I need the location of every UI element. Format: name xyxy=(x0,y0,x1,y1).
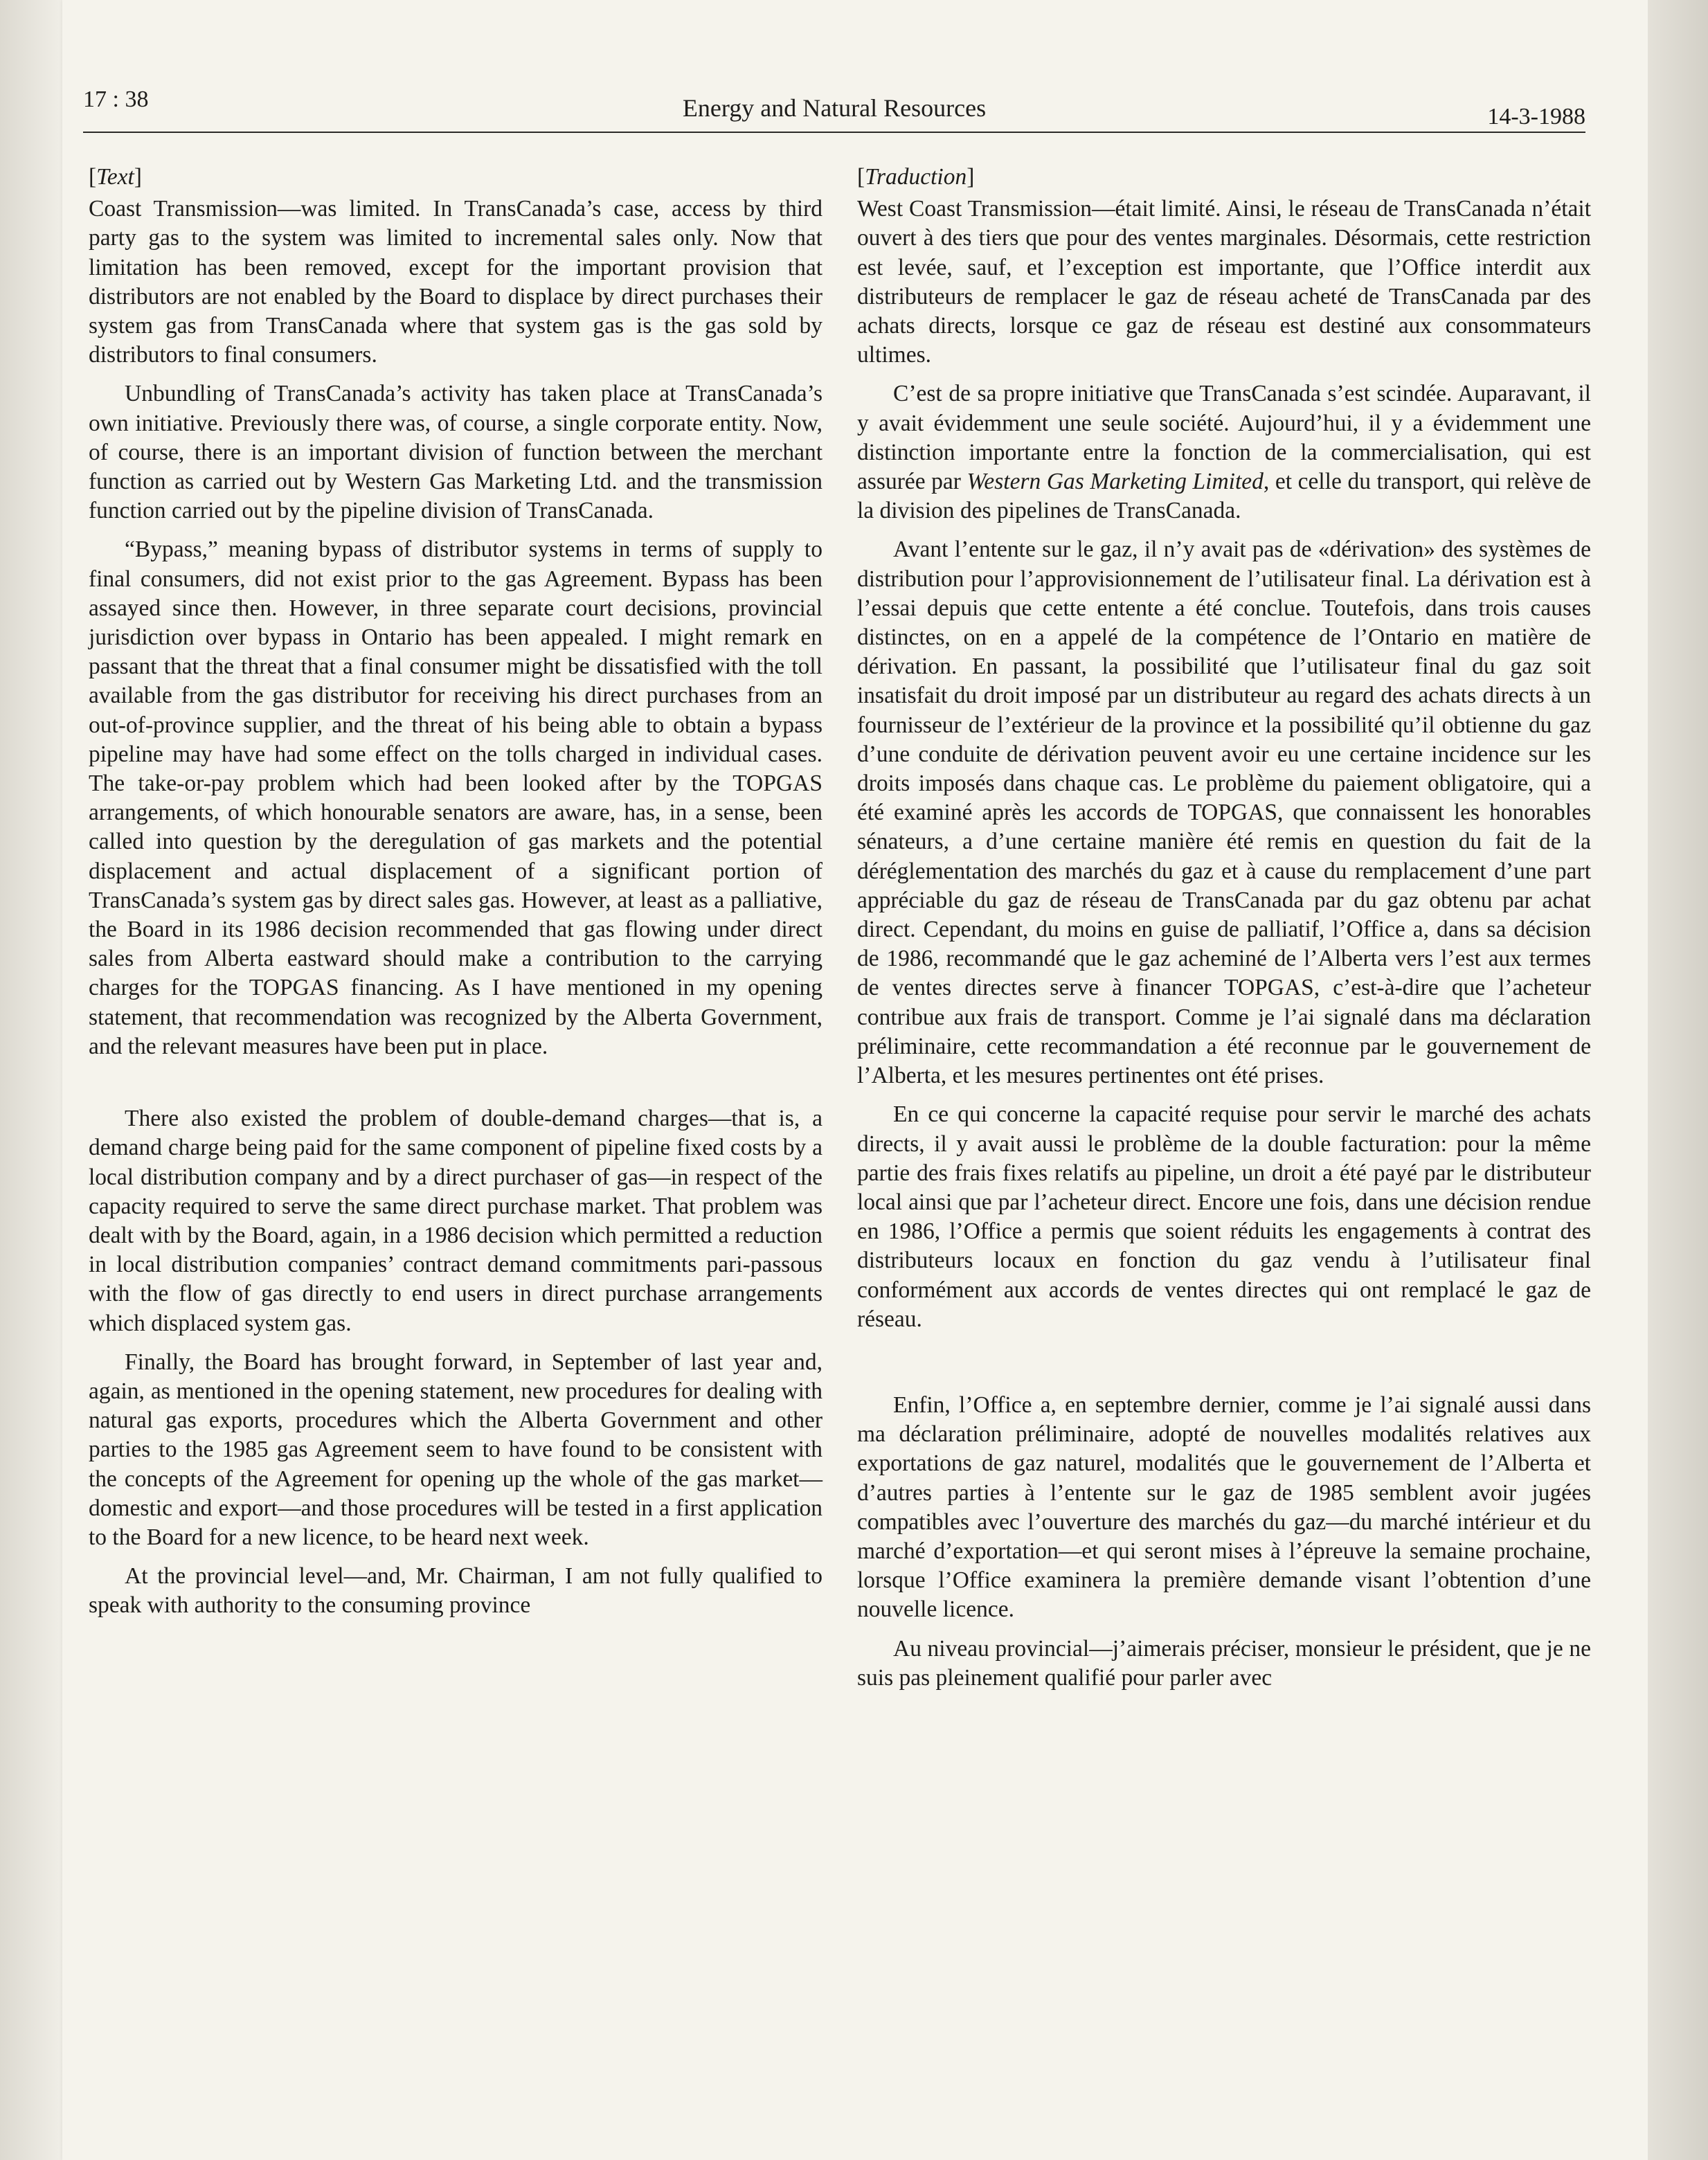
paragraph: Coast Transmission—was limited. In TransCanada’s case, access by third party gas to the system was limited to incremental sales only. Now that limitation has been removed, except for the important provision that distributors are not enabled by the Board to displace by direct purchases their system gas from TransCanada where that system gas is the gas sold by distributors to final consumers. xyxy=(89,196,822,368)
paragraph: Avant l’entente sur le gaz, il n’y avait pas de «dérivation» des systèmes de distribution pour l’approvisionnement de l’utilisateur final. La dérivation est à l’essai depuis que cette entente a été conclue. Toutefois, dans trois causes distinctes, on en a appelé de la compétence de l’Ontario en matière de dérivation. En passant, la possibilité que l’utilisateur final du gaz soit insatisfait du droit imposé par un distributeur au regard des achats directs à un fournisseur de l’extérieur de la province et la possibilité qu’il obtienne du gaz d’une conduite de dérivation peuvent avoir eu une certaine incidence sur les droits imposés dans chaque cas. Le problème du paiement obligatoire, qui a été examiné après les accords de TOPGAS, que connaissent les honorables sénateurs, a d’une certaine manière été remis en question du fait de la déréglementation des marchés du gaz et à cause du remplacement d’une part appréciable du gaz de réseau de TransCanada par du gaz obtenu par achat direct. Cependant, du moins en guise de palliatif, l’Office a, dans sa décision de 1986, recommandé que le gaz acheminé de l’Alberta vers l’est aux termes de ventes directes serve à financer TOPGAS, c’est-à-dire que l’acheteur contribue aux frais de transport. Comme je l’ai signalé dans ma déclaration préliminaire, cette recommandation a été reconnue par le gouvernement de l’Alberta, et les mesures pertinentes ont été prises. xyxy=(857,537,1591,1089)
binding-edge xyxy=(0,0,62,2160)
section-marker: [Traduction] xyxy=(857,164,975,190)
page-edge xyxy=(1648,0,1708,2160)
paragraph: Finally, the Board has brought forward, in September of last year and, again, as mentioned in the opening statement, new procedures for dealing with natural gas exports, procedures which the Alberta Government and other parties to the 1985 gas Agreement seem to have found to be consistent with the concepts of the Agreement for opening up the whole of the gas market—domestic and export—and those procedures will be tested in a first application to the Board for a new licence, to be heard next week. xyxy=(89,1349,822,1550)
french-column xyxy=(857,163,1591,1702)
paragraph: En ce qui concerne la capacité requise pour servir le marché des achats directs, il y avait aussi le problème de la double facturation: pour la même partie des frais fixes relatifs au pipeline, un droit a été payé par le distributeur local ainsi que par l’acheteur direct. Encore une fois, dans une décision rendue en 1986, l’Office a permis que soient réduits les engagements à contrat des distributeurs locaux en fonction du gaz vendu à l’utilisateur final conformément aux accords de ventes directes qui ont remplacé le gaz de réseau. xyxy=(857,1101,1591,1332)
paragraph: West Coast Transmission—était limité. Ainsi, le réseau de TransCanada n’était ouvert à des tiers que pour des ventes marginales. Désormais, cette restriction est levée, sauf, et l’exception est importante, que l’Office interdit aux distributeurs de remplacer le gaz de réseau acheté de TransCanada par des achats directs, lorsque ce gaz de réseau est destiné aux consommateurs ultimes. xyxy=(857,196,1591,368)
page-number: 17 : 38 xyxy=(83,87,149,112)
header-date: 14-3-1988 xyxy=(1487,104,1585,129)
section-marker: [Text] xyxy=(89,164,142,190)
paragraph: There also existed the problem of double-demand charges—that is, a demand charge being paid for the same component of pipeline fixed costs by a local distribution company and by a direct purchaser of gas—in respect of the capacity required to serve the same direct purchase market. That problem was dealt with by the Board, again, in a 1986 decision which permitted a reduction in local distribution companies’ contract demand commitments pari-passous with the flow of gas directly to end users in direct purchase arrangements which displaced system gas. xyxy=(89,1106,822,1336)
running-header xyxy=(83,87,1585,135)
header-rule xyxy=(83,132,1585,133)
paragraph: Au niveau provincial—j’aimerais préciser, monsieur le président, que je ne suis pas pleinement qualifié pour parler avec xyxy=(857,1635,1591,1691)
paragraph: Enfin, l’Office a, en septembre dernier, comme je l’ai signalé aussi dans ma déclaration préliminaire, adopté de nouvelles modalités relatives aux exportations de gaz naturel, modalités que le gouvernement de l’Alberta et d’autres parties à l’entente sur le gaz de 1985 semblent avoir jugées compatibles avec l’ouverture des marchés du gaz—du marché intérieur et du marché d’exportation—et qui seront mises à l’épreuve la semaine prochaine, lorsque l’Office examinera la première demande visant l’obtention d’une nouvelle licence. xyxy=(857,1392,1591,1623)
english-column xyxy=(89,163,822,1630)
company-name: Western Gas Marketing Limited xyxy=(967,469,1264,495)
paragraph: C’est de sa propre initiative que TransCanada s’est scindée. Auparavant, il y avait évidemment une seule société. Aujourd’hui, il y a évidemment une distinction importante entre la fonction de la commercialisation, qui est assurée par Western Gas Marketing Limited, et celle du transport, qui relève de la division des pipelines de TransCanada. xyxy=(857,381,1591,524)
paragraph: Unbundling of TransCanada’s activity has taken place at TransCanada’s own initiative. Previously there was, of course, a single corporate entity. Now, of course, there is an important division of function between the merchant function as carried out by Western Gas Marketing Ltd. and the transmission function carried out by the pipeline division of TransCanada. xyxy=(89,381,822,524)
paragraph: “Bypass,” meaning bypass of distributor systems in terms of supply to final consumers, did not exist prior to the gas Agreement. Bypass has been assayed since then. However, in three separate court decisions, provincial jurisdiction over bypass in Ontario has been appealed. I might remark en passant that the threat that a final consumer might be dissatisfied with the toll available from the gas distributor for receiving his direct purchases from an out-of-province supplier, and the threat of his being able to obtain a bypass pipeline may have had some effect on the tolls charged in individual cases. The take-or-pay problem which had been looked after by the TOPGAS arrangements, of which honourable senators are aware, has, in a sense, been called into question by the deregulation of gas markets and the potential displacement and actual displacement of a significant portion of TransCanada’s system gas by direct sales gas. However, at least as a palliative, the Board in its 1986 decision recommended that gas flowing under direct sales from Alberta eastward should make a contribution to the carrying charges for the TOPGAS financing. As I have mentioned in my opening statement, that recommendation was recognized by the Alberta Government, and the relevant measures have been put in place. xyxy=(89,537,822,1059)
paragraph: At the provincial level—and, Mr. Chairman, I am not fully qualified to speak with authority to the consuming province xyxy=(89,1563,822,1619)
page-title: Energy and Natural Resources xyxy=(682,94,987,122)
